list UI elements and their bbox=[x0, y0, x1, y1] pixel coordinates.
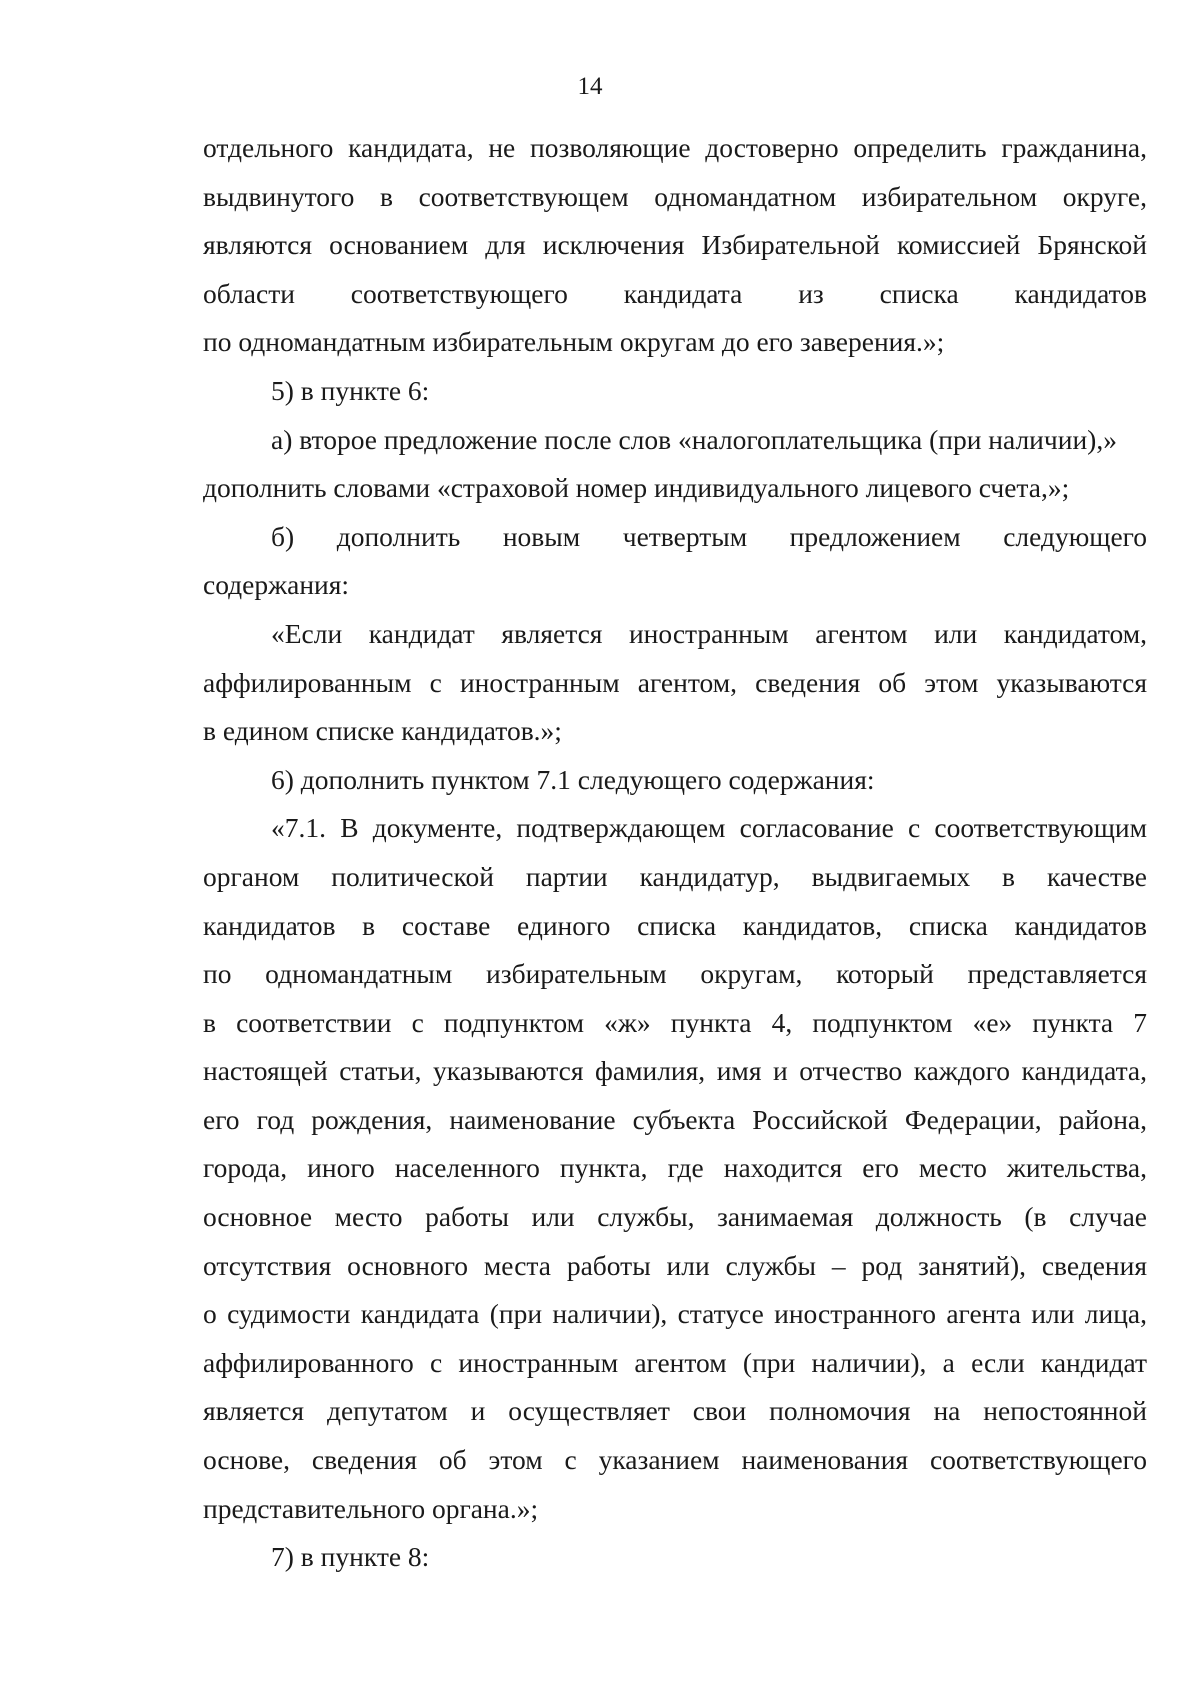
text-line: по одномандатным избирательным округам до его заверения.»; bbox=[203, 326, 945, 358]
text-line: «Если кандидат является иностранным агентом или кандидатом, bbox=[271, 617, 1147, 649]
text-line: в соответствии с подпунктом «ж» пункта 4, подпунктом «е» пункта 7 bbox=[203, 1006, 1147, 1038]
document-body bbox=[203, 124, 1147, 1582]
text-line: «7.1. В документе, подтверждающем согласование с соответствующим bbox=[271, 812, 1147, 844]
text-line: является депутатом и осуществляет свои полномочия на непостоянной bbox=[203, 1395, 1147, 1427]
text-line: основе, сведения об этом с указанием наименования соответствующего bbox=[203, 1444, 1147, 1476]
text-line: аффилированного с иностранным агентом (при наличии), а если кандидат bbox=[203, 1346, 1147, 1378]
text-line: отсутствия основного места работы или службы – род занятий), сведения bbox=[203, 1249, 1147, 1281]
text-line: в едином списке кандидатов.»; bbox=[203, 715, 562, 747]
text-line: органом политической партии кандидатур, выдвигаемых в качестве bbox=[203, 860, 1147, 892]
text-line: являются основанием для исключения Избирательной комиссией Брянской bbox=[203, 229, 1147, 261]
text-line: 5) в пункте 6: bbox=[271, 374, 430, 406]
text-line: дополнить словами «страховой номер индивидуального лицевого счета,»; bbox=[203, 472, 1070, 504]
text-line: содержания: bbox=[203, 569, 350, 601]
text-line: области соответствующего кандидата из списка кандидатов bbox=[203, 277, 1147, 309]
text-line: города, иного населенного пункта, где находится его место жительства, bbox=[203, 1152, 1147, 1184]
text-line: а) второе предложение после слов «налогоплательщика (при наличии),» bbox=[271, 423, 1117, 455]
text-line: выдвинутого в соответствующем одномандатном избирательном округе, bbox=[203, 180, 1147, 212]
text-line: б) дополнить новым четвертым предложением следующего bbox=[271, 520, 1147, 552]
text-line: о судимости кандидата (при наличии), статусе иностранного агента или лица, bbox=[203, 1298, 1147, 1330]
text-line: представительного органа.»; bbox=[203, 1492, 539, 1524]
text-line: по одномандатным избирательным округам, который представляется bbox=[203, 958, 1147, 990]
text-line: настоящей статьи, указываются фамилия, имя и отчество каждого кандидата, bbox=[203, 1055, 1147, 1087]
text-line: основное место работы или службы, занимаемая должность (в случае bbox=[203, 1201, 1147, 1233]
text-line: кандидатов в составе единого списка кандидатов, списка кандидатов bbox=[203, 909, 1147, 941]
page-number: 14 bbox=[577, 73, 603, 100]
text-line: аффилированным с иностранным агентом, сведения об этом указываются bbox=[203, 666, 1147, 698]
text-line: 6) дополнить пунктом 7.1 следующего содержания: bbox=[271, 763, 875, 795]
text-line: его год рождения, наименование субъекта Российской Федерации, района, bbox=[203, 1103, 1147, 1135]
text-line: 7) в пункте 8: bbox=[271, 1541, 430, 1573]
text-line: отдельного кандидата, не позволяющие достоверно определить гражданина, bbox=[203, 132, 1147, 163]
